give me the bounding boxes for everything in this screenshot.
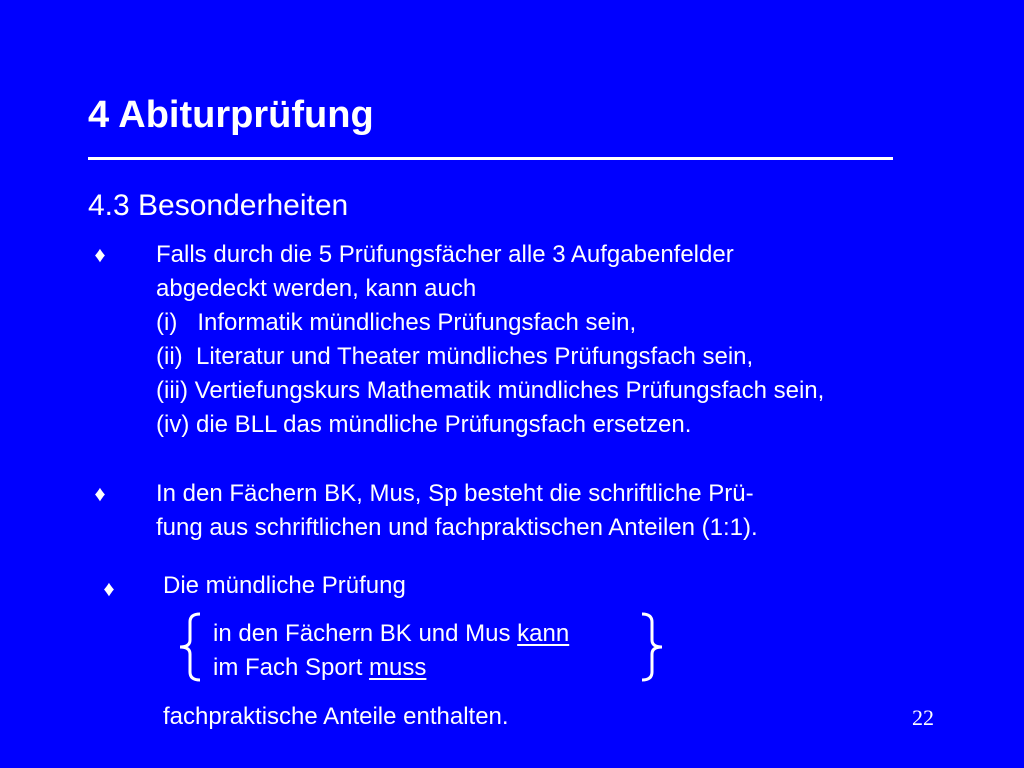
diamond-bullet-icon: ♦ (94, 242, 106, 267)
bullet1-text (156, 238, 824, 442)
slide-title: 4 Abiturprüfung (88, 94, 374, 136)
bullet1-line: Falls durch die 5 Prüfungsfächer alle 3 Aufgabenfelder (156, 241, 734, 268)
bullet1-line: (iii) Vertiefungskurs Mathematik mündliches Prüfungsfach sein, (156, 377, 825, 404)
option2-emphasis: muss (369, 654, 427, 681)
left-brace-icon (176, 612, 206, 682)
bullet1-line: (i) Informatik mündliches Prüfungsfach sein, (156, 309, 637, 336)
bullet2-line: In den Fächern BK, Mus, Sp besteht die schriftliche Prü- (156, 480, 754, 507)
bullet3-conclusion: fachpraktische Anteile enthalten. (163, 703, 509, 730)
bullet2-line: fung aus schriftlichen und fachpraktischen Anteilen (1:1). (156, 514, 758, 541)
right-brace-icon (636, 612, 666, 682)
option2-text: im Fach Sport (213, 654, 370, 681)
section-subtitle: 4.3 Besonderheiten (88, 189, 349, 222)
bullet3-option-2 (213, 651, 426, 685)
option1-emphasis: kann (517, 620, 570, 647)
page-number: 22 (912, 705, 934, 730)
title-divider (88, 157, 893, 160)
bullet1-line: (iv) die BLL das mündliche Prüfungsfach ersetzen. (156, 411, 692, 438)
option1-text: in den Fächern BK und Mus (213, 620, 518, 647)
bullet1-line: abgedeckt werden, kann auch (156, 275, 477, 302)
bullet3-intro: Die mündliche Prüfung (163, 572, 406, 599)
bullet1-line: (ii) Literatur und Theater mündliches Prüfungsfach sein, (156, 343, 754, 370)
diamond-bullet-icon: ♦ (94, 481, 106, 506)
diamond-bullet-icon: ♦ (103, 576, 115, 601)
bullet3-option-1 (213, 617, 569, 651)
bullet2-text (156, 477, 758, 545)
